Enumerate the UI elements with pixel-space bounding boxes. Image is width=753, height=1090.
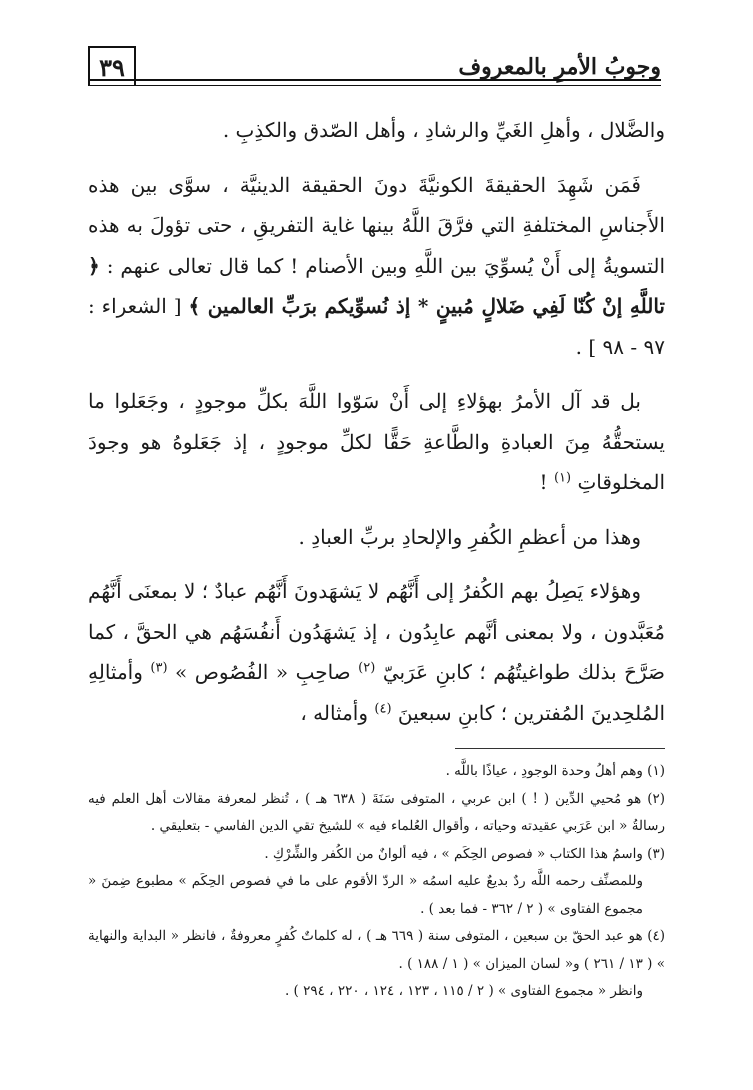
running-title: وجوبُ الأمرِ بالمعروف [458,54,661,80]
footnote-4: (٤) هو عبد الحقّ بن سبعين ، المتوفى سنة ( ٦٦٩ هـ ) ، له كلماتٌ كُفرٍ معروفةٌ ، فانظر « البداية والنهاية » ( ١٣ / ٢٦١ ) و« لسان الميزان » ( ١ / ١٨٨ ) . [88,928,666,972]
footnote-ref-1[interactable]: (١) [553,470,572,486]
footnote-3-continued: وللمصنِّف رحمه اللَّه ردٌ بديعٌ عليه اسمُه « الردّ الأقوم على ما في فصوص الحِكَم » مطبوع ضِمنَ « مجموع الفتاوى » ( ٢ / ٣٦٢ - فما بعد ) . [88,873,643,917]
footnote-ref-4[interactable]: (٤) [374,700,392,716]
paragraph-2 [88,165,665,368]
paragraph-5-part-d: وأمثاله ، [300,700,369,725]
paragraph-3-text: بل قد آل الأمرُ بهؤلاءِ إلى أَنْ سَوّوا اللَّهَ بكلِّ موجودٍ ، وجَعَلوا ما يستحقُّهُ مِنَ العبادةِ والطَّاعةِ حَقًّا لكلِّ موجودٍ ، إذ جَعَلوهُ هو وجودَ المخلوقاتِ [88,389,665,494]
footnotes [88,758,665,1006]
footnote-ref-3[interactable]: (٣) [150,660,168,676]
footnote-4-continued: وانظر « مجموع الفتاوى » ( ٢ / ١١٥ ، ١٢٣ ، ١٢٤ ، ٢٢٠ ، ٢٩٤ ) . [284,983,643,999]
paragraph-2-text: فَمَن شَهِدَ الحقيقةَ الكونيَّةَ دونَ الحقيقة الدينيَّة ، سوَّى بين هذه الأَجناسِ المختلفةِ التي فرَّقَ اللَّهُ بينها غاية التفريقِ ، حتى تؤولَ به هذه التسويةُ إلى أَنْ يُسوِّيَ بين اللَّهِ وبين الأصنام ! كما قال تعالى عنهم : [88,172,665,278]
page-number: ٣٩ [88,46,136,86]
paragraph-5-part-b: صاحِبِ « الفُصُوص » [175,660,351,684]
footnote-3: (٣) واسمُ هذا الكتاب « فصوص الحِكَم » ، فيه ألوانٌ من الكُفر والشِّرْكِ . [264,845,665,862]
footnote-ref-2[interactable]: (٢) [358,660,376,676]
footnote-1: (١) وهم أهلُ وحدة الوجودِ ، عياذًا باللَّه . [445,763,665,779]
quran-verse: ﴿ تاللَّهِ إنْ كُنّا لَفِي ضَلالٍ مُبينٍ * إذ نُسوِّيكم برَبِّ العالمين ﴾ [88,253,665,318]
main-text [88,110,665,747]
footnote-separator [455,748,665,749]
header-rule [88,79,661,86]
paragraph-5-part-a: وهؤلاء يَصِلُ بهم الكُفرُ إلى أَنَّهُم لا يَشهَدونَ أَنَّهُم عبادٌ ؛ لا بمعنَى أَنَّهُم مُعَبَّدون ، ولا بمعنى أنَّهم عابِدُون ، إذ يَشهَدُون أَنفُسَهُم هي الحقَّ ، كما صَرَّحَ بذلك طواغيتُهُم ؛ كابنِ عَرَبيّ [88,579,666,684]
paragraph-5-part-c: وأمثالِهِ المُلحِدينَ المُفترين ؛ كابنِ سبعينَ [88,660,665,725]
paragraph-5 [88,571,665,733]
paragraph-3 [88,381,665,503]
paragraph-3-end: ! [539,470,548,494]
page-header [88,46,661,86]
paragraph-1: والضَّلال ، وأهلِ الغَيِّ والرشادِ ، وأهل الصّدق والكذِبِ . [222,118,665,142]
verse-reference: [ الشعراء : ٩٧ - ٩٨ ] . [88,294,665,359]
paragraph-4: وهذا من أعظمِ الكُفرِ والإلحادِ بربِّ العبادِ . [298,524,641,549]
footnote-2: (٢) هو مُحيي الدِّين ( ! ) ابن عربي ، المتوفى سَنَةَ ( ٦٣٨ هـ ) ، تُنظر لمعرفة مقالات أهل العلم فيه رسالةُ « ابن عَرَبي عقيدته وحياته ، وأقوال العُلماء فيه » للشيخ تقي الدين الفاسي - بتعليقي . [88,790,666,834]
